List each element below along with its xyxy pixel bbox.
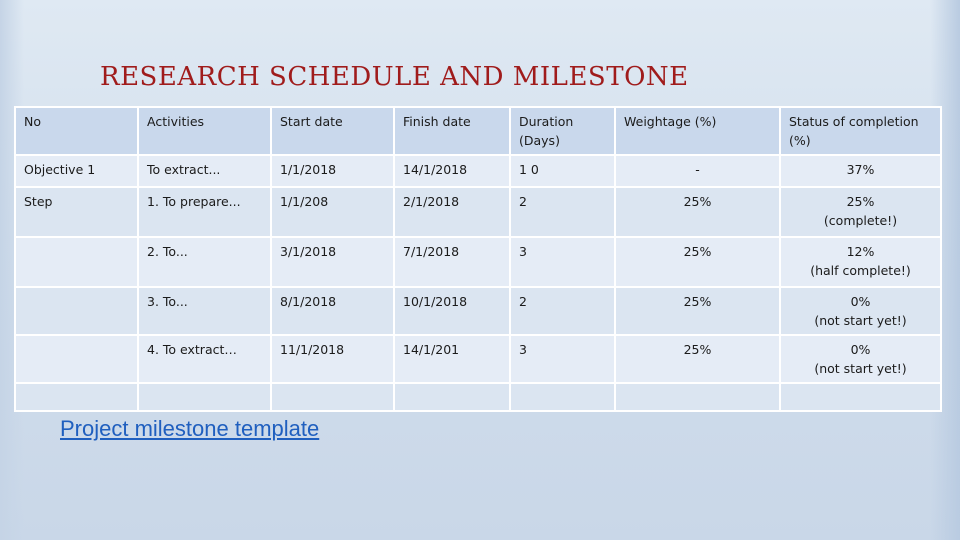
cell-no: Objective 1 — [15, 155, 138, 187]
header-no: No — [15, 107, 138, 155]
cell-duration: 3 — [510, 237, 615, 287]
cell-start-date: 11/1/2018 — [271, 335, 394, 383]
cell-finish-date — [394, 383, 510, 411]
cell-weightage: 25% — [615, 335, 780, 383]
cell-start-date: 3/1/2018 — [271, 237, 394, 287]
table-row — [15, 155, 941, 187]
cell-status — [780, 155, 941, 187]
cell-activity — [138, 383, 271, 411]
header-duration — [510, 107, 615, 155]
cell-weightage: 25% — [615, 237, 780, 287]
cell-finish-date: 7/1/2018 — [394, 237, 510, 287]
project-milestone-template-link[interactable]: Project milestone template — [60, 416, 320, 441]
cell-weightage: 25% — [615, 187, 780, 237]
cell-duration: 1 0 — [510, 155, 615, 187]
table-row — [15, 335, 941, 383]
cell-start-date: 8/1/2018 — [271, 287, 394, 335]
cell-status — [780, 335, 941, 383]
cell-finish-date: 14/1/201 — [394, 335, 510, 383]
cell-duration: 2 — [510, 187, 615, 237]
table-row — [15, 383, 941, 411]
cell-finish-date: 10/1/2018 — [394, 287, 510, 335]
cell-status-value: 0% — [850, 342, 871, 357]
cell-no — [15, 383, 138, 411]
cell-status — [780, 383, 941, 411]
cell-status-note: (not start yet!) — [814, 313, 907, 328]
cell-weightage: 25% — [615, 287, 780, 335]
table-row — [15, 237, 941, 287]
cell-status — [780, 187, 941, 237]
cell-finish-date: 2/1/2018 — [394, 187, 510, 237]
header-weightage: Weightage (%) — [615, 107, 780, 155]
cell-duration — [510, 383, 615, 411]
cell-duration: 2 — [510, 287, 615, 335]
schedule-table — [14, 106, 942, 412]
slide-title: RESEARCH SCHEDULE AND MILESTONE — [100, 62, 689, 92]
table-row — [15, 287, 941, 335]
header-finish-date: Finish date — [394, 107, 510, 155]
header-status-line1: Status of completion — [789, 114, 919, 129]
cell-start-date — [271, 383, 394, 411]
header-activities: Activities — [138, 107, 271, 155]
table-header-row — [15, 107, 941, 155]
cell-status — [780, 237, 941, 287]
cell-activity: To extract... — [138, 155, 271, 187]
cell-status-note: (half complete!) — [810, 263, 911, 278]
cell-status-value: 25% — [846, 194, 875, 209]
header-status-line2: (%) — [789, 133, 811, 148]
cell-no — [15, 237, 138, 287]
cell-activity: 3. To... — [138, 287, 271, 335]
cell-status-note: (complete!) — [823, 213, 898, 228]
cell-finish-date: 14/1/2018 — [394, 155, 510, 187]
cell-weightage: - — [615, 155, 780, 187]
cell-status-value: 0% — [850, 294, 871, 309]
header-duration-line1: Duration — [519, 114, 574, 129]
cell-no — [15, 287, 138, 335]
cell-status-note: (not start yet!) — [814, 361, 907, 376]
table-row — [15, 187, 941, 237]
cell-duration: 3 — [510, 335, 615, 383]
header-duration-line2: (Days) — [519, 133, 560, 148]
cell-status-value: 37% — [846, 162, 875, 177]
cell-weightage — [615, 383, 780, 411]
cell-status-value: 12% — [846, 244, 875, 259]
cell-activity: 4. To extract… — [138, 335, 271, 383]
cell-status — [780, 287, 941, 335]
cell-activity: 2. To... — [138, 237, 271, 287]
cell-no — [15, 335, 138, 383]
cell-start-date: 1/1/208 — [271, 187, 394, 237]
cell-activity: 1. To prepare... — [138, 187, 271, 237]
header-start-date: Start date — [271, 107, 394, 155]
cell-no: Step — [15, 187, 138, 237]
header-status — [780, 107, 941, 155]
cell-start-date: 1/1/2018 — [271, 155, 394, 187]
